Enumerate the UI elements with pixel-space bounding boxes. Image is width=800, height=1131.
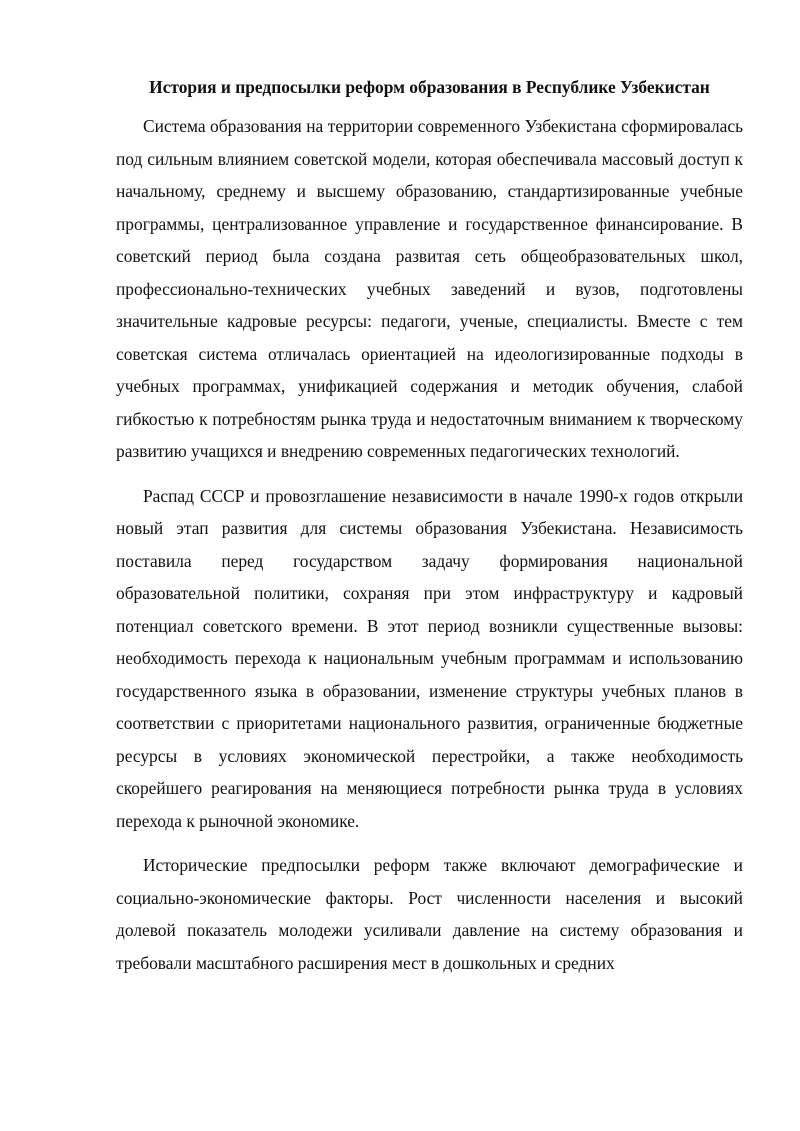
document-title: История и предпосылки реформ образования в Республике Узбекистан	[149, 77, 710, 97]
paragraph-demographic-factors: Исторические предпосылки реформ также включают демографические и социально-экономические факторы. Рост численности населения и высокий долевой показатель молодежи усиливали давление на систему образования и требовали масштабного расширения мест в дошкольных и средних	[116, 855, 743, 973]
paragraph-soviet-legacy: Система образования на территории современного Узбекистана сформировалась под сильным влиянием советской модели, которая обеспечивала массовый доступ к начальному, среднему и высшему образованию, стандартизированные учебные программы, централизованное управление и государственное финансирование. В советский период была создана развитая сеть общеобразовательных школ, профессионально-технических учебных заведений и вузов, подготовлены значительные кадровые ресурсы: педагоги, ученые, специалисты. Вместе с тем советская система отличалась ориентацией на идеологизированные подходы в учебных программах, унификацией содержания и методик обучения, слабой гибкостью к потребностям рынка труда и недостаточным вниманием к творческому развитию учащихся и внедрению современных педагогических технологий.	[116, 116, 743, 461]
paragraph-independence: Распад СССР и провозглашение независимости в начале 1990-х годов открыли новый этап развития для системы образования Узбекистана. Независимость поставила перед государством задачу формирования национальной образовательной политики, сохраняя при этом инфраструктуру и кадровый потенциал советского времени. В этот период возникли существенные вызовы: необходимость перехода к национальным учебным программам и использованию государственного языка в образовании, изменение структуры учебных планов в соответствии с приоритетами национального развития, ограниченные бюджетные ресурсы в условиях экономической перестройки, а также необходимость скорейшего реагирования на меняющиеся потребности рынка труда в условиях перехода к рыночной экономике.	[116, 485, 743, 831]
